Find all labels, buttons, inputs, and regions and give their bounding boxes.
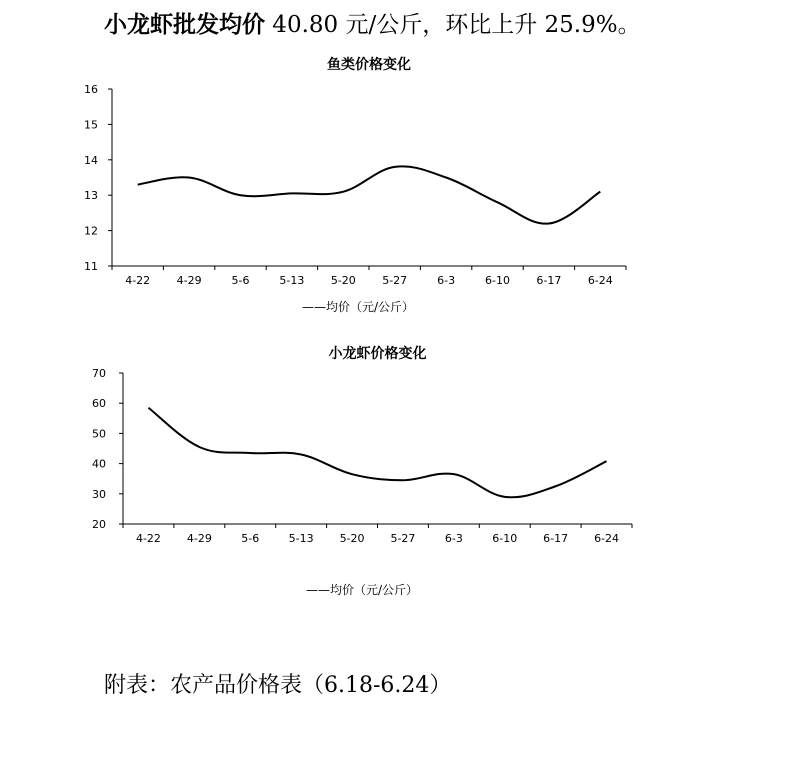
y-tick-label: 30 — [92, 487, 106, 501]
x-tick-label: 4-22 — [135, 532, 161, 545]
y-tick-label: 50 — [92, 427, 106, 441]
y-tick-label: 70 — [92, 367, 106, 380]
x-tick-label: 4-29 — [176, 274, 202, 287]
x-tick-label: 5-6 — [241, 532, 260, 545]
x-tick-label: 6-3 — [444, 532, 463, 545]
x-tick-label: 6-17 — [536, 274, 562, 287]
appendix-caption: 附表：农产品价格表（6.18-6.24） — [104, 673, 452, 698]
x-tick-label: 4-22 — [125, 274, 151, 287]
y-tick-label: 13 — [84, 189, 98, 203]
legend-entry: ——均价（元/公斤） — [302, 300, 415, 314]
y-tick-label: 12 — [84, 224, 98, 238]
x-tick-label: 5-20 — [339, 532, 365, 545]
x-tick-label: 5-27 — [382, 274, 408, 287]
y-tick-label: 11 — [84, 260, 98, 273]
headline-bold: 小龙虾批发均价 — [104, 12, 265, 38]
x-tick-label: 4-29 — [186, 532, 212, 545]
x-tick-label: 5-27 — [390, 532, 416, 545]
legend-entry: ——均价（元/公斤） — [306, 583, 419, 597]
x-tick-label: 6-24 — [594, 532, 620, 545]
x-tick-label: 5-20 — [330, 274, 356, 287]
x-tick-label: 5-13 — [279, 274, 305, 287]
x-tick-label: 6-17 — [543, 532, 569, 545]
x-tick-label: 6-10 — [492, 532, 518, 545]
series-line — [138, 166, 601, 223]
y-tick-label: 60 — [92, 397, 106, 411]
y-tick-label: 14 — [84, 153, 98, 167]
headline-rest: 40.80 元/公斤，环比上升 25.9%。 — [265, 12, 641, 38]
chart-title: 小龙虾价格变化 — [328, 346, 427, 362]
y-tick-label: 40 — [92, 457, 106, 471]
chart-title: 鱼类价格变化 — [327, 57, 411, 73]
y-tick-label: 15 — [84, 118, 98, 132]
x-tick-label: 5-13 — [288, 532, 314, 545]
y-tick-label: 20 — [92, 518, 106, 531]
series-line — [148, 408, 606, 498]
x-tick-label: 6-3 — [437, 274, 456, 287]
x-tick-label: 6-10 — [485, 274, 510, 287]
x-tick-label: 6-24 — [587, 274, 613, 287]
x-tick-label: 5-6 — [231, 274, 250, 287]
y-tick-label: 16 — [84, 83, 98, 96]
